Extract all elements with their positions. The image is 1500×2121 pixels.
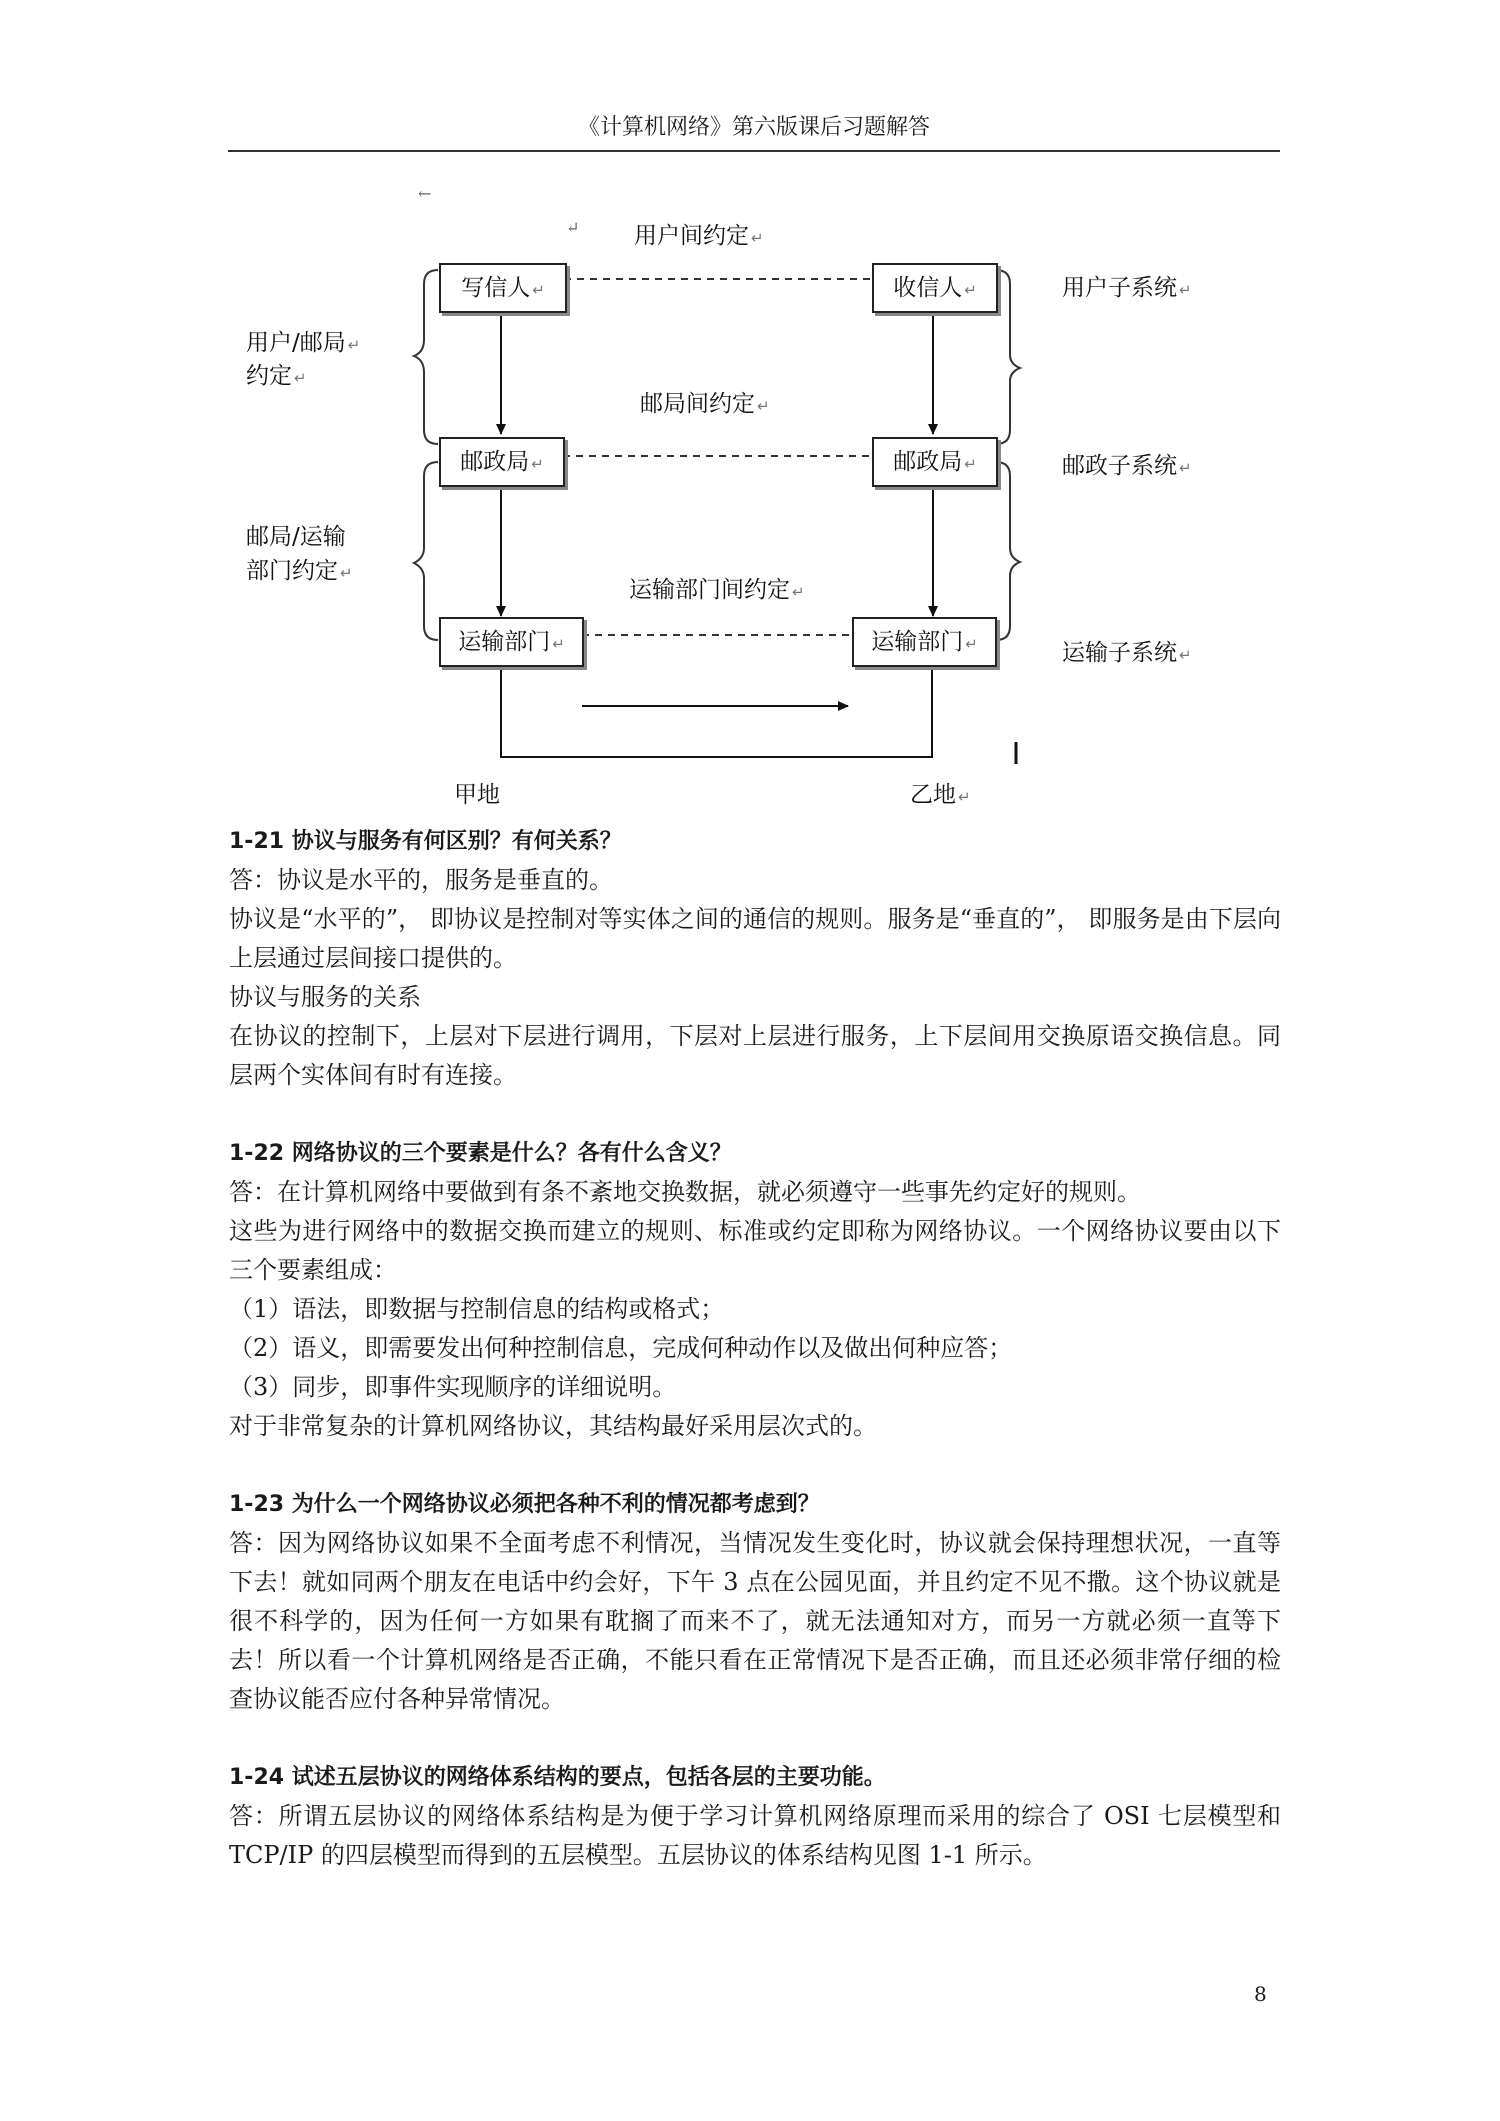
post-agreement-label: 邮局间约定 ↵ xyxy=(640,391,770,417)
answer-paragraph: 答：协议是水平的，服务是垂直的。 xyxy=(229,866,613,894)
left-brace-post-transport xyxy=(414,462,438,640)
user-post-agreement-label-line1: 用户/邮局 ↵ xyxy=(246,330,361,356)
answer-paragraph: （2）语义，即需要发出何种控制信息，完成何种动作以及做出何种应答； xyxy=(229,1334,1013,1362)
user-subsystem-label: 用户子系统 ↵ xyxy=(1062,275,1192,301)
question-1-23: 1-23 为什么一个网络协议必须把各种不利的情况都考虑到？ xyxy=(229,1492,820,1517)
transport-agreement-label: 运输部门间约定 ↵ xyxy=(629,577,805,603)
answer-paragraph: （3）同步，即事件实现顺序的详细说明。 xyxy=(229,1373,677,1401)
receiver-box: 收信人 ↵ xyxy=(872,263,998,313)
answer-paragraph: 答：在计算机网络中要做到有条不紊地交换数据，就必须遵守一些事先约定好的规则。 xyxy=(229,1178,1141,1206)
answer-paragraph: （1）语法，即数据与控制信息的结构或格式； xyxy=(229,1295,725,1323)
section-gap xyxy=(229,1719,1281,1758)
post-subsystem-label: 邮政子系统 ↵ xyxy=(1062,453,1192,479)
right-brace-1 xyxy=(996,270,1020,444)
answer-paragraph: 答：因为网络协议如果不全面考虑不利情况，当情况发生变化时，协议就会保持理想状况，一直等下去！就如同两个朋友在电话中约会好，下午 3 点在公园见面，并且约定不见不撒。这个协议就是很不科学的，因为任何一方如果有耽搁了而来不了，就无法通知对方，而另一方就必须一直等下去！所以看一个计算机网络是否正确，不能只看在正常情况下是否正确，而且还必须非常仔细的检查协议能否应付各种异常情况。 xyxy=(229,1529,1281,1713)
transport-subsystem-label: 运输子系统 ↵ xyxy=(1062,640,1192,666)
answer-paragraph: 协议与服务的关系 xyxy=(229,983,421,1011)
section-gap xyxy=(229,1446,1281,1485)
transport-right-box: 运输部门 ↵ xyxy=(852,617,997,667)
transport-path-line xyxy=(501,664,932,757)
user-post-agreement-label-line2: 约定 ↵ xyxy=(246,363,307,389)
answer-paragraph: 协议是“水平的”， 即协议是控制对等实体之间的通信的规则。服务是“垂直的”， 即服务是由下层向上层通过层间接口提供的。 xyxy=(229,905,1281,972)
transport-left-box: 运输部门 ↵ xyxy=(439,617,584,667)
answer-paragraph: 答：所谓五层协议的网络体系结构是为便于学习计算机网络原理而采用的综合了 OSI 七层模型和 TCP/IP 的四层模型而得到的五层模型。五层协议的体系结构见图 1-1 所示。 xyxy=(229,1802,1281,1869)
destination-place-label: 乙地 ↵ xyxy=(910,782,971,808)
postal-system-diagram xyxy=(0,0,1500,820)
post-office-right-box: 邮政局 ↵ xyxy=(872,437,998,487)
answer-paragraph: 这些为进行网络中的数据交换而建立的规则、标准或约定即称为网络协议。一个网络协议要由以下三个要素组成： xyxy=(229,1217,1281,1284)
post-office-left-box: 邮政局 ↵ xyxy=(439,437,565,487)
page-header: 《计算机网络》第六版课后习题解答 xyxy=(228,114,1280,152)
post-transport-agreement-label-line2: 部门约定 ↵ xyxy=(246,558,353,584)
origin-place-label: 甲地 xyxy=(454,782,500,808)
stray-mark: ← xyxy=(418,184,432,203)
question-1-24: 1-24 试述五层协议的网络体系结构的要点，包括各层的主要功能。 xyxy=(229,1765,886,1790)
page-number: 8 xyxy=(1254,1982,1267,2006)
user-agreement-label: 用户间约定 ↵ xyxy=(634,223,764,249)
question-1-22: 1-22 网络协议的三个要素是什么？各有什么含义？ xyxy=(229,1141,732,1166)
section-gap xyxy=(229,1095,1281,1134)
writer-box: 写信人 ↵ xyxy=(439,263,567,313)
post-transport-agreement-label-line1: 邮局/运输 xyxy=(246,524,346,550)
left-brace-user-post xyxy=(414,270,438,444)
answer-paragraph: 对于非常复杂的计算机网络协议，其结构最好采用层次式的。 xyxy=(229,1412,877,1440)
question-1-21: 1-21 协议与服务有何区别？有何关系？ xyxy=(229,829,622,854)
answer-content xyxy=(229,822,1281,1875)
right-brace-2 xyxy=(996,462,1020,640)
return-mark: ↵ xyxy=(566,218,580,237)
answer-paragraph: 在协议的控制下，上层对下层进行调用，下层对上层进行服务，上下层间用交换原语交换信息。同层两个实体间有时有连接。 xyxy=(229,1022,1281,1089)
